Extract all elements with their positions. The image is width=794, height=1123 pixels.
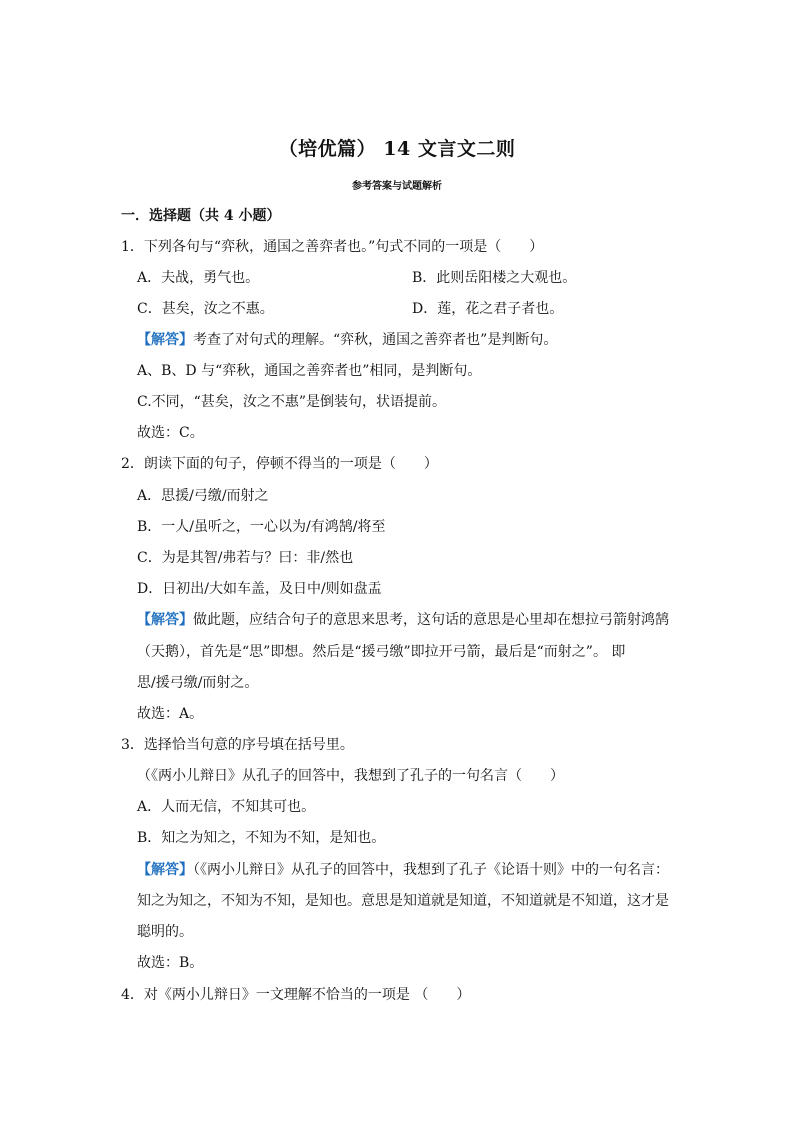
- q2-option-b: B．一人/虽听之，一心以为/有鸿鹄/将至: [137, 519, 386, 535]
- q3-option-b: B．知之为知之，不知为不知，是知也。: [137, 830, 386, 846]
- answer-tag: 【解答】: [137, 612, 193, 628]
- q2-answer: [137, 610, 669, 630]
- page-title: （培优篇） 14 文言文二则: [278, 138, 516, 160]
- q2-stem: 2．朗读下面的句子，停顿不得当的一项是（ ）: [121, 456, 438, 472]
- q4-stem: 4．对《两小儿辩日》一文理解不恰当的一项是 （ ）: [121, 987, 471, 1003]
- q2-answer-line-3: 思/援弓缴/而射之。: [137, 675, 259, 691]
- q1-answer-line-3: C.不同，“甚矣，汝之不惠”是倒装句，状语提前。: [137, 394, 446, 410]
- q1-answer: [137, 330, 557, 350]
- q3-stem: 3．选择恰当句意的序号填在括号里。: [121, 737, 354, 753]
- q1-answer-line-1: 考查了对句式的理解。“弈秋，通国之善弈者也”是判断句。: [193, 332, 558, 348]
- q1-option-b: B．此则岳阳楼之大观也。: [412, 270, 577, 286]
- q3-option-a: A．人而无信，不知其可也。: [137, 799, 316, 815]
- q3-answer-line-2: 知之为知之，不知为不知，是知也。意思是知道就是知道，不知道就是不知道，这才是: [137, 893, 669, 909]
- answer-tag: 【解答】: [137, 332, 193, 348]
- section-heading: 一．选择题（共 4 小题）: [121, 208, 281, 224]
- answer-tag: 【解答】: [137, 862, 193, 878]
- q2-answer-line-2: （天鹅），首先是“思”即想。然后是“援弓缴”即拉开弓箭，最后是“而射之”。 即: [137, 644, 626, 660]
- q2-option-a: A．思援/弓缴/而射之: [137, 488, 269, 504]
- page-subtitle: 参考答案与试题解析: [352, 181, 442, 192]
- q1-stem: 1．下列各句与“弈秋，通国之善弈者也。”句式不同的一项是（ ）: [121, 239, 544, 255]
- q3-answer: [137, 860, 669, 880]
- q3-answer-line-3: 聪明的。: [137, 924, 193, 940]
- q1-option-c: C．甚矣，汝之不惠。: [137, 301, 274, 317]
- q2-option-d: D．日初出/大如车盖，及日中/则如盘盂: [137, 581, 382, 597]
- q1-option-a: A．夫战，勇气也。: [137, 270, 260, 286]
- q2-option-c: C．为是其智/弗若与？曰：非/然也: [137, 550, 354, 566]
- q3-sub: （《两小儿辩日》从孔子的回答中，我想到了孔子的一句名言（ ）: [137, 768, 564, 784]
- q1-result: 故选：C。: [137, 425, 204, 441]
- q2-result: 故选：A。: [137, 706, 204, 722]
- q1-answer-line-2: A、B、D 与“弈秋，通国之善弈者也”相同，是判断句。: [137, 363, 482, 379]
- q3-result: 故选：B。: [137, 955, 204, 971]
- q1-option-d: D．莲，花之君子者也。: [412, 301, 564, 317]
- q3-answer-line-1: （《两小儿辩日》从孔子的回答中，我想到了孔子《论语十则》中的一句名言：: [193, 862, 669, 878]
- q2-answer-line-1: 做此题，应结合句子的意思来思考，这句话的意思是心里却在想拉弓箭射鸿鹄: [193, 612, 669, 628]
